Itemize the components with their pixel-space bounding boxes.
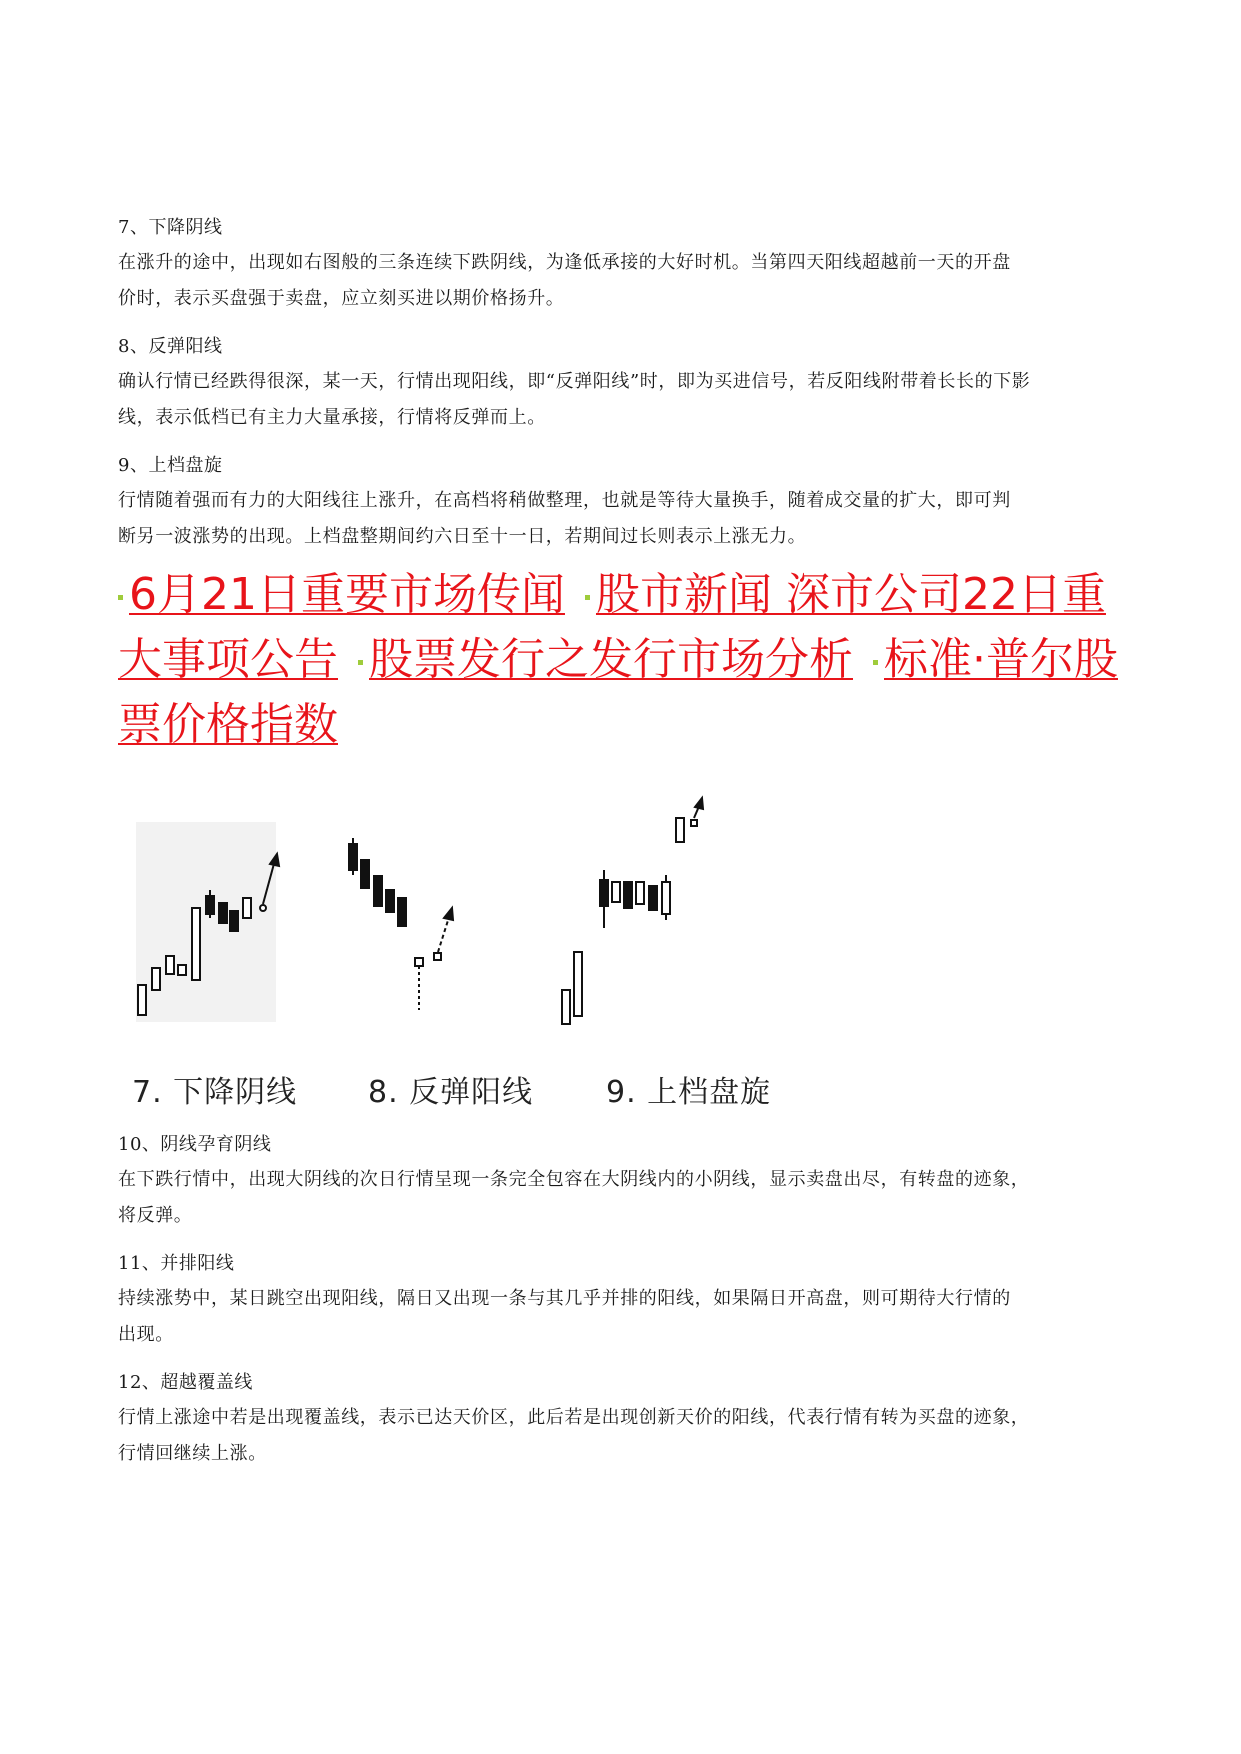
paragraph-line: 价时，表示买盘强于卖盘，应立刻买进以期价格扬升。 xyxy=(118,288,565,309)
candle xyxy=(206,896,214,914)
section-body-11 xyxy=(118,1281,1128,1353)
news-link-4[interactable]: 标准·普尔股票价格指数 xyxy=(118,634,1118,750)
paragraph-line: 将反弹。 xyxy=(118,1205,193,1226)
section-heading-10: 10、阴线孕育阴线 xyxy=(118,1134,272,1155)
section-body-9 xyxy=(118,483,1128,555)
candle xyxy=(192,908,200,980)
candle xyxy=(662,882,670,914)
paragraph-line: 持续涨势中，某日跳空出现阳线，隔日又出现一条与其几乎并排的阳线，如果隔日开高盘，则可期待大行情的 xyxy=(118,1288,1011,1309)
candle xyxy=(676,818,684,842)
section-heading-8: 8、反弹阳线 xyxy=(118,336,223,357)
candlestick-illustration xyxy=(128,790,828,1110)
candle xyxy=(386,890,394,912)
related-news-links xyxy=(118,562,1128,757)
candle xyxy=(691,820,697,826)
section-heading-7: 7、下降阴线 xyxy=(118,217,223,238)
section-body-7 xyxy=(118,245,1128,317)
paragraph-line: 行情回继续上涨。 xyxy=(118,1443,267,1464)
bullet-icon xyxy=(585,595,590,600)
paragraph-line: 出现。 xyxy=(118,1324,174,1345)
paragraph-line: 确认行情已经跌得很深，某一天，行情出现阳线，即“反弹阳线”时，即为买进信号，若反阳线附带着长长的下影 xyxy=(118,371,1031,392)
figure-label-8: 8. 反弹阳线 xyxy=(368,1075,534,1110)
news-link-1[interactable]: 6月21日重要市场传闻 xyxy=(129,569,565,620)
section-heading-11: 11、并排阳线 xyxy=(118,1253,235,1274)
paragraph-line: 在涨升的途中，出现如右图般的三条连续下跌阴线，为逢低承接的大好时机。当第四天阳线超越前一天的开盘 xyxy=(118,252,1011,273)
pattern-8-candles xyxy=(349,838,453,1010)
bullet-icon xyxy=(358,660,363,665)
candle xyxy=(166,956,174,974)
candle xyxy=(349,844,357,870)
figure-label-7: 7. 下降阴线 xyxy=(132,1075,298,1110)
candle xyxy=(562,990,570,1024)
candle xyxy=(434,953,441,960)
paragraph-line: 断另一波涨势的出现。上档盘整期间约六日至十一日，若期间过长则表示上涨无力。 xyxy=(118,526,807,547)
section-body-12 xyxy=(118,1400,1128,1472)
arrow-head xyxy=(444,908,453,920)
candle xyxy=(636,882,644,904)
candle xyxy=(624,882,632,908)
news-link-3[interactable]: 股票发行之发行市场分析 xyxy=(369,634,853,685)
candle xyxy=(152,968,160,990)
arrow-head xyxy=(695,798,703,809)
pattern-9-candles xyxy=(562,798,703,1024)
candle xyxy=(230,911,238,931)
paragraph-line: 行情上涨途中若是出现覆盖线，表示已达天价区，此后若是出现创新天价的阳线，代表行情有转为买盘的迹象， xyxy=(118,1407,1030,1428)
candle xyxy=(649,886,657,910)
paragraph-line: 行情随着强而有力的大阳线往上涨升，在高档将稍做整理，也就是等待大量换手，随着成交量的扩大，即可判 xyxy=(118,490,1011,511)
candle xyxy=(178,965,186,975)
figure-label-9: 9. 上档盘旋 xyxy=(606,1075,772,1110)
candle xyxy=(361,860,369,888)
section-heading-9: 9、上档盘旋 xyxy=(118,455,223,476)
bullet-icon xyxy=(118,595,123,600)
candle xyxy=(243,898,251,918)
candle xyxy=(138,985,146,1015)
paragraph-line: 在下跌行情中，出现大阴线的次日行情呈现一条完全包容在大阴线内的小阴线，显示卖盘出尽，有转盘的迹象， xyxy=(118,1169,1030,1190)
candle xyxy=(374,876,382,906)
candle xyxy=(398,898,406,926)
panel-background xyxy=(136,822,276,1022)
candlestick-figure xyxy=(128,790,828,1110)
bullet-icon xyxy=(873,660,878,665)
paragraph-line: 线，表示低档已有主力大量承接，行情将反弹而上。 xyxy=(118,407,546,428)
candle xyxy=(260,905,266,911)
news-link-2[interactable]: 股市新闻 深市公司22日重大事项公告 xyxy=(118,569,1106,685)
candle xyxy=(612,882,620,902)
candle xyxy=(574,952,582,1016)
candle xyxy=(600,880,608,906)
candle xyxy=(415,958,423,966)
section-body-10 xyxy=(118,1162,1128,1234)
section-body-8 xyxy=(118,364,1128,436)
candle xyxy=(219,903,227,923)
section-heading-12: 12、超越覆盖线 xyxy=(118,1372,253,1393)
